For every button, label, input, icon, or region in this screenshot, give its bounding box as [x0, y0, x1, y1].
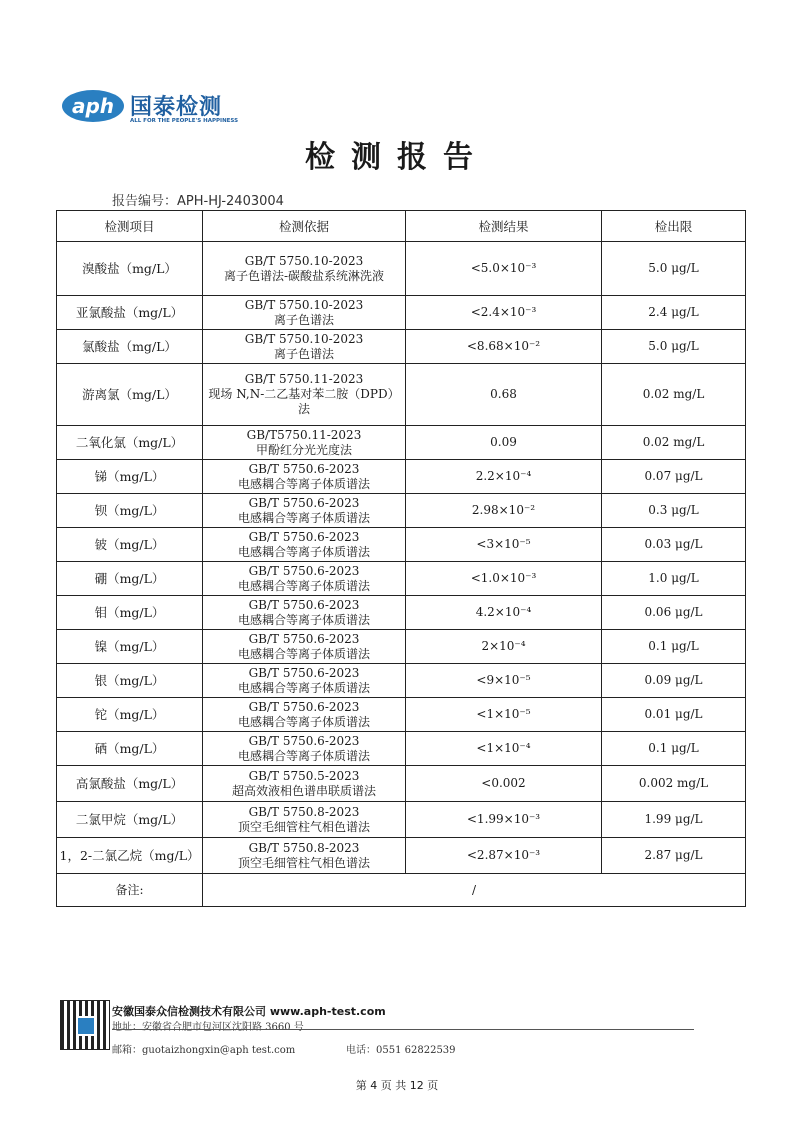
cell-method: 电感耦合等离子体质谱法	[237, 544, 370, 559]
cell-limit: 0.01 μg/L	[602, 698, 746, 732]
cell-method: 顶空毛细管柱气相色谱法	[237, 855, 370, 870]
cell-item: 1，2-二氯乙烷（mg/L）	[57, 838, 203, 874]
table-row	[57, 460, 746, 494]
cell-item: 亚氯酸盐（mg/L）	[57, 296, 203, 330]
cell-result: <9×10⁻⁵	[406, 664, 602, 698]
cell-item: 高氯酸盐（mg/L）	[57, 766, 203, 802]
cell-method: 电感耦合等离子体质谱法	[237, 510, 370, 525]
cell-result: 2×10⁻⁴	[406, 630, 602, 664]
cell-item: 二氯甲烷（mg/L）	[57, 802, 203, 838]
cell-limit: 0.1 μg/L	[602, 630, 746, 664]
cell-basis	[203, 296, 406, 330]
header-basis: 检测依据	[203, 211, 406, 242]
cell-item: 铊（mg/L）	[57, 698, 203, 732]
cell-result: <3×10⁻⁵	[406, 528, 602, 562]
remark-label: 备注:	[57, 874, 203, 907]
cell-standard: GB/T 5750.11-2023	[244, 372, 364, 386]
cell-limit: 2.4 μg/L	[602, 296, 746, 330]
cell-limit: 0.3 μg/L	[602, 494, 746, 528]
footer-divider	[112, 1029, 694, 1030]
cell-standard: GB/T 5750.6-2023	[248, 529, 360, 544]
cell-item: 二氧化氯（mg/L）	[57, 426, 203, 460]
cell-basis	[203, 364, 406, 426]
logo-slogan: ALL FOR THE PEOPLE'S HAPPINESS	[130, 118, 239, 124]
cell-standard: GB/T 5750.6-2023	[248, 665, 360, 680]
cell-method: 电感耦合等离子体质谱法	[237, 680, 370, 695]
cell-basis	[203, 596, 406, 630]
header-result: 检测结果	[406, 211, 602, 242]
cell-item: 钼（mg/L）	[57, 596, 203, 630]
cell-limit: 0.06 μg/L	[602, 596, 746, 630]
cell-result: <1.0×10⁻³	[406, 562, 602, 596]
cell-limit: 5.0 μg/L	[602, 242, 746, 296]
cell-item: 氯酸盐（mg/L）	[57, 330, 203, 364]
remark-value: /	[203, 874, 746, 907]
header-item: 检测项目	[57, 211, 203, 242]
cell-basis	[203, 838, 406, 874]
logo-name: 国泰检测	[130, 95, 223, 120]
cell-method: 电感耦合等离子体质谱法	[237, 476, 370, 491]
cell-basis	[203, 494, 406, 528]
cell-result: 0.09	[406, 426, 602, 460]
cell-method: 电感耦合等离子体质谱法	[237, 748, 370, 763]
cell-item: 硒（mg/L）	[57, 732, 203, 766]
cell-item: 溴酸盐（mg/L）	[57, 242, 203, 296]
cell-basis	[203, 426, 406, 460]
qr-code	[60, 1000, 110, 1050]
cell-standard: GB/T 5750.6-2023	[248, 563, 360, 578]
cell-item: 铍（mg/L）	[57, 528, 203, 562]
cell-result: <1×10⁻⁴	[406, 732, 602, 766]
cell-method: 甲酚红分光光度法	[255, 442, 352, 457]
cell-method: 电感耦合等离子体质谱法	[237, 714, 370, 729]
table-row	[57, 630, 746, 664]
cell-basis	[203, 528, 406, 562]
cell-result: 0.68	[406, 364, 602, 426]
cell-limit: 0.07 μg/L	[602, 460, 746, 494]
page-number: 第 4 页 共 12 页	[355, 1079, 439, 1092]
cell-method: 电感耦合等离子体质谱法	[237, 646, 370, 661]
cell-basis	[203, 802, 406, 838]
logo-badge: aph	[62, 90, 124, 122]
cell-standard: GB/T 5750.6-2023	[248, 699, 360, 714]
cell-item: 游离氯（mg/L）	[57, 364, 203, 426]
cell-limit: 0.1 μg/L	[602, 732, 746, 766]
cell-method: 电感耦合等离子体质谱法	[237, 612, 370, 627]
cell-result: <1×10⁻⁵	[406, 698, 602, 732]
cell-standard: GB/T5750.11-2023	[246, 427, 362, 442]
cell-limit: 1.99 μg/L	[602, 802, 746, 838]
cell-basis	[203, 630, 406, 664]
cell-result: 2.2×10⁻⁴	[406, 460, 602, 494]
table-row	[57, 766, 746, 802]
cell-standard: GB/T 5750.5-2023	[248, 768, 360, 783]
cell-item: 银（mg/L）	[57, 664, 203, 698]
cell-result: <0.002	[406, 766, 602, 802]
table-row	[57, 596, 746, 630]
cell-basis	[203, 562, 406, 596]
cell-method: 超高效液相色谱串联质谱法	[231, 783, 376, 798]
cell-item: 硼（mg/L）	[57, 562, 203, 596]
cell-method: 电感耦合等离子体质谱法	[237, 578, 370, 593]
cell-basis	[203, 698, 406, 732]
remark-row	[57, 874, 746, 907]
table-row	[57, 698, 746, 732]
cell-result: 2.98×10⁻²	[406, 494, 602, 528]
cell-result: 4.2×10⁻⁴	[406, 596, 602, 630]
cell-limit: 0.02 mg/L	[602, 426, 746, 460]
table-header-row	[57, 211, 746, 242]
table-row	[57, 802, 746, 838]
cell-standard: GB/T 5750.6-2023	[248, 597, 360, 612]
cell-limit: 2.87 μg/L	[602, 838, 746, 874]
cell-standard: GB/T 5750.6-2023	[248, 495, 360, 510]
cell-item: 镍（mg/L）	[57, 630, 203, 664]
cell-method: 顶空毛细管柱气相色谱法	[237, 819, 370, 834]
table-row	[57, 364, 746, 426]
company-name: 安徽国泰众信检测技术有限公司 www.aph-test.com	[112, 1005, 386, 1018]
cell-standard: GB/T 5750.6-2023	[248, 631, 360, 646]
cell-standard: GB/T 5750.10-2023	[244, 297, 364, 312]
table-row	[57, 330, 746, 364]
cell-limit: 1.0 μg/L	[602, 562, 746, 596]
cell-result: <2.4×10⁻³	[406, 296, 602, 330]
report-number: 报告编号：APH-HJ-2403004	[112, 194, 284, 209]
cell-basis	[203, 766, 406, 802]
cell-item: 锑（mg/L）	[57, 460, 203, 494]
cell-method: 离子色谱法	[273, 346, 334, 361]
company-phone: 电话：0551 62822539	[346, 1045, 456, 1056]
cell-limit: 5.0 μg/L	[602, 330, 746, 364]
cell-limit: 0.002 mg/L	[602, 766, 746, 802]
cell-standard: GB/T 5750.10-2023	[244, 331, 364, 346]
cell-basis	[203, 330, 406, 364]
cell-standard: GB/T 5750.6-2023	[248, 461, 360, 476]
table-row	[57, 664, 746, 698]
cell-result: <1.99×10⁻³	[406, 802, 602, 838]
company-logo	[62, 88, 262, 128]
cell-basis	[203, 732, 406, 766]
cell-standard: GB/T 5750.8-2023	[248, 840, 360, 855]
table-row	[57, 494, 746, 528]
cell-standard: GB/T 5750.8-2023	[248, 804, 360, 819]
company-email: 邮箱：guotaizhongxin@aph test.com	[112, 1045, 296, 1056]
cell-basis	[203, 460, 406, 494]
cell-method: 离子色谱法-碳酸盐系统淋洗液	[223, 268, 385, 283]
cell-standard: GB/T 5750.6-2023	[248, 733, 360, 748]
table-row	[57, 426, 746, 460]
cell-method: 现场 N,N-二乙基对苯二胺（DPD）法	[208, 387, 400, 416]
header-limit: 检出限	[602, 211, 746, 242]
table-row	[57, 296, 746, 330]
cell-basis	[203, 664, 406, 698]
cell-basis	[203, 242, 406, 296]
cell-limit: 0.03 μg/L	[602, 528, 746, 562]
cell-item: 钡（mg/L）	[57, 494, 203, 528]
cell-method: 离子色谱法	[273, 312, 334, 327]
page-title: 检测报告	[305, 140, 489, 175]
cell-result: <8.68×10⁻²	[406, 330, 602, 364]
table-row	[57, 528, 746, 562]
cell-result: <5.0×10⁻³	[406, 242, 602, 296]
table-row	[57, 242, 746, 296]
cell-result: <2.87×10⁻³	[406, 838, 602, 874]
cell-limit: 0.09 μg/L	[602, 664, 746, 698]
table-row	[57, 562, 746, 596]
cell-standard: GB/T 5750.10-2023	[244, 253, 364, 268]
table-row	[57, 732, 746, 766]
cell-limit: 0.02 mg/L	[602, 364, 746, 426]
table-row	[57, 838, 746, 874]
results-table	[56, 210, 746, 907]
company-address: 地址：安徽省合肥市包河区沈阳路 3660 号	[112, 1022, 304, 1033]
